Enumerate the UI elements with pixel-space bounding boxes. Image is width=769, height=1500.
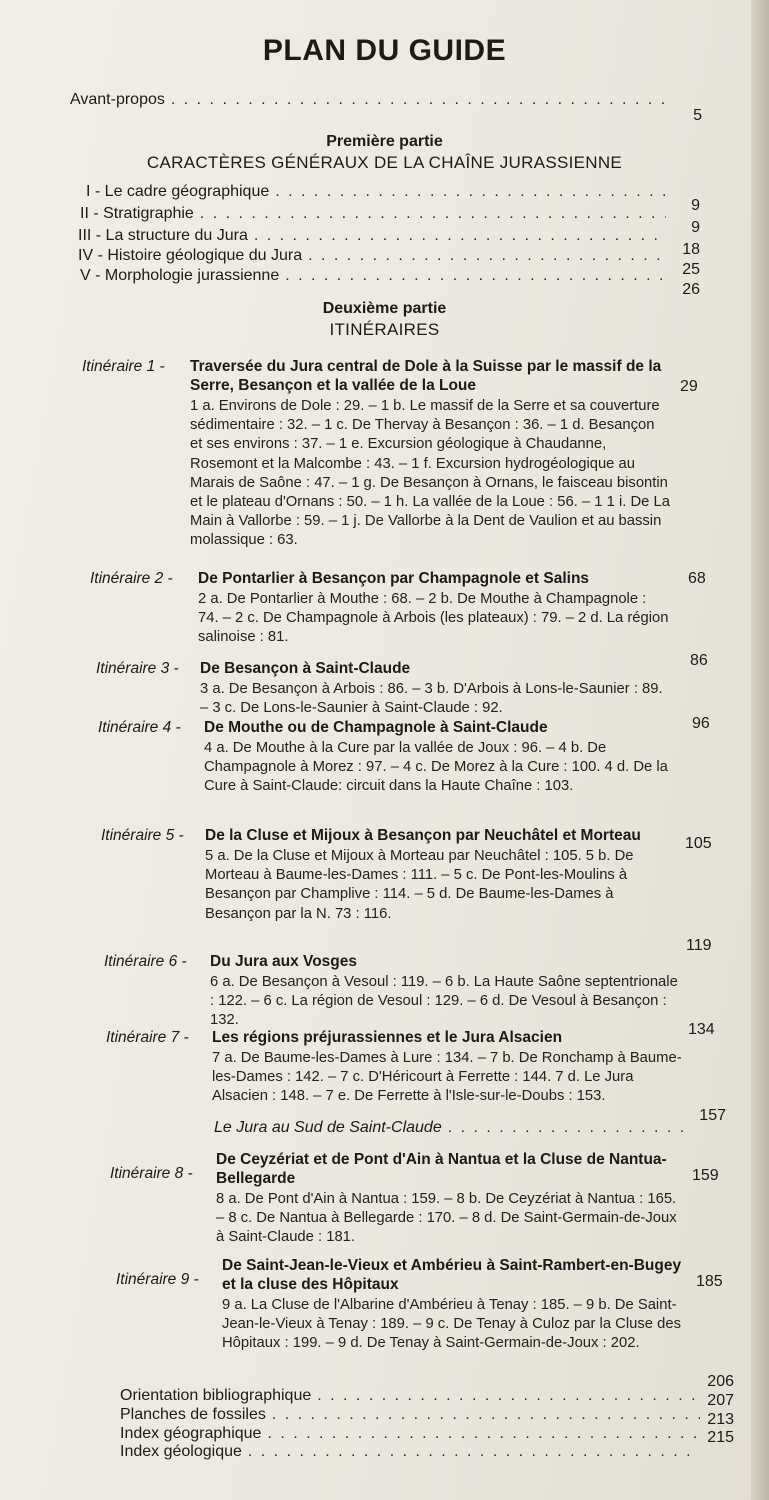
itinerary-7 <box>106 1021 715 1107</box>
toc-page-number: 26 <box>682 281 700 298</box>
part-title: CARACTÈRES GÉNÉRAUX DE LA CHAÎNE JURASSIENNE <box>146 153 623 172</box>
itinerary-2 <box>90 569 706 648</box>
part-heading-1 <box>0 133 769 173</box>
toc-entry-label: Le Jura au Sud de Saint-Claude <box>214 1119 442 1136</box>
itinerary-sections: 7 a. De Baume-les-Dames à Lure : 134. – 7 b. De Ronchamp à Baume-les-Dames : 142. – 7 c. D'Héricourt à Ferrette : 144. 7 d. Le Jura Alsacien : 148. – 7 e. De Ferrette à l'Isle-sur-le-Doubs : 153. <box>212 1050 682 1105</box>
itinerary-title: De la Cluse et Mijoux à Besançon par Neuchâtel et Morteau <box>205 827 641 844</box>
itinerary-title: De Pontarlier à Besançon par Champagnole et Salins <box>198 570 590 587</box>
toc-entry-label: I - Le cadre géographique <box>86 183 270 200</box>
toc-entry-avant-propos <box>70 90 702 124</box>
toc-entry-label: Index géographique <box>120 1425 262 1442</box>
itinerary-sections: 4 a. De Mouthe à la Cure par la vallée de Joux : 96. – 4 b. De Champagnole à Morez : 97. – 4 c. De Morez à la Cure : 100. 4 d. De la Cure à Saint-Claude: circuit dans la Haute Chaîne : 103. <box>204 740 668 795</box>
itinerary-page: 134 <box>688 1021 715 1038</box>
part-heading-2 <box>0 300 769 340</box>
itinerary-8 <box>110 1150 719 1248</box>
itinerary-page: 119 <box>686 937 712 954</box>
toc-entry-label: V - Morphologie jurassienne <box>80 267 280 284</box>
itinerary-page: 159 <box>692 1167 719 1184</box>
itinerary-sections: 9 a. La Cluse de l'Albarine d'Ambérieu à Tenay : 185. – 9 b. De Saint-Jean-le-Vieux à Tenay : 189. – 9 c. De Tenay à Culoz par la Cluse des Hôpitaux : 199. – 9 d. De Tenay à Saint-Germain-de-Joux : 202. <box>222 1297 681 1352</box>
itinerary-label: Itinéraire 8 - <box>110 1165 193 1182</box>
toc-leader <box>275 182 666 201</box>
itinerary-label: Itinéraire 9 - <box>116 1271 199 1288</box>
itinerary-5 <box>101 822 712 924</box>
toc-page-number: 215 <box>707 1429 734 1446</box>
itinerary-label: Itinéraire 4 - <box>98 719 181 736</box>
toc-entry-label: Planches de fossiles <box>120 1406 266 1423</box>
toc-leader <box>254 226 666 245</box>
toc-entry-label: IV - Histoire géologique du Jura <box>78 247 303 264</box>
toc-leader <box>285 266 666 285</box>
toc-entry-label: II - Stratigraphie <box>80 205 194 222</box>
toc-entry-chapter <box>80 266 700 298</box>
itinerary-title: De Besançon à Saint-Claude <box>200 660 411 677</box>
itinerary-title: De Saint-Jean-le-Vieux et Ambérieu à Saint-Rambert-en-Bugey et la cluse des Hôpitaux <box>222 1257 682 1293</box>
page-title: PLAN DU GUIDE <box>262 34 507 67</box>
itinerary-title: Traversée du Jura central de Dole à la Suisse par le massif de la Serre, Besançon et la vallée de la Loue <box>190 358 662 394</box>
itinerary-title: De Ceyzériat et de Pont d'Ain à Nantua et la Cluse de Nantua-Bellegarde <box>216 1151 667 1187</box>
part-label: Première partie <box>326 133 443 150</box>
toc-leader <box>248 1442 700 1461</box>
toc-page-number: 18 <box>682 241 700 258</box>
itinerary-label: Itinéraire 2 - <box>90 570 173 587</box>
itinerary-label: Itinéraire 1 - <box>82 358 165 375</box>
itinerary-sections: 5 a. De la Cluse et Mijoux à Morteau par Neuchâtel : 105. 5 b. De Morteau à Baume-les-Dames : 111. – 5 c. De Pont-les-Moulins à Besançon par Champlive : 114. – 5 d. De Baume-les-Dames à Besançon par la N. 73 : 116. <box>205 848 634 922</box>
itinerary-page: 185 <box>696 1273 723 1290</box>
toc-leader <box>272 1405 700 1424</box>
itinerary-page: 86 <box>690 652 708 669</box>
toc-leader <box>171 90 668 109</box>
toc-entry-annex <box>120 1373 734 1405</box>
itinerary-sections: 8 a. De Pont d'Ain à Nantua : 159. – 8 b. De Ceyzériat à Nantua : 165. – 8 c. De Nantua à Bellegarde : 170. – 8 d. De Saint-Germain-de-Joux à Saint-Claude : 181. <box>216 1191 677 1246</box>
part-label: Deuxième partie <box>322 300 447 317</box>
toc-entry-label: Orientation bibliographique <box>120 1387 312 1404</box>
itinerary-label: Itinéraire 5 - <box>101 827 184 844</box>
toc-page-number: 9 <box>691 197 700 214</box>
itinerary-sections: 1 a. Environs de Dole : 29. – 1 b. Le massif de la Serre et sa couverture sédimentaire : 32. – 1 c. De Thervay à Besançon : 36. – 1 d. Besançon et ses environs : 37. – 1 e. Excursion géologique à Chaudanne, Rosemont et la Malcombe : 43. – 1 f. Excursion hydrogéologique au Marais de Saône : 47. – 1 g. De Besançon à Ornans, le faisceau bisontin et le plateau d'Ornans : 50. – 1 h. La vallée de la Loue : 56. – 1 1 i. De La Main à Vallorbe : 59. – 1 j. De Vallorbe à la Dent de Vaulion et au bassin molassique : 63. <box>190 398 670 549</box>
toc-page-number: 207 <box>707 1392 734 1409</box>
toc-page-number: 213 <box>707 1411 734 1428</box>
itinerary-label: Itinéraire 6 - <box>104 953 187 970</box>
toc-leader <box>448 1118 692 1137</box>
itinerary-4 <box>98 715 710 797</box>
toc-page-number: 9 <box>691 219 700 236</box>
itinerary-sections: 2 a. De Pontarlier à Mouthe : 68. – 2 b. De Mouthe à Champagnole : 74. – 2 c. De Champagnole à Arbois (les plateaux) : 79. – 2 d. La région salinoise : 81. <box>198 591 669 646</box>
toc-page-number: 25 <box>682 261 700 278</box>
toc-leader <box>308 246 666 265</box>
itinerary-sections: 6 a. De Besançon à Vesoul : 119. – 6 b. La Haute Saône septentrionale : 122. – 6 c. La région de Vesoul : 129. – 6 d. De Vesoul à Besançon : 132. <box>210 974 678 1029</box>
toc-page-number: 157 <box>699 1107 726 1124</box>
part-title: ITINÉRAIRES <box>329 320 440 339</box>
itinerary-page: 105 <box>685 835 712 852</box>
toc-leader <box>317 1386 700 1405</box>
toc-entry-label: Index géologique <box>120 1443 242 1460</box>
itinerary-page: 29 <box>680 378 698 395</box>
itinerary-title: Du Jura aux Vosges <box>210 953 358 970</box>
itinerary-page: 96 <box>692 715 710 732</box>
toc-page-number: 5 <box>693 107 702 124</box>
toc-entry-label: Avant-propos <box>70 91 165 108</box>
itinerary-title: Les régions préjurassiennes et le Jura Alsacien <box>212 1029 563 1046</box>
itinerary-9 <box>116 1256 723 1354</box>
toc-leader <box>200 204 666 223</box>
page-edge <box>751 0 769 1500</box>
itinerary-label: Itinéraire 3 - <box>96 660 179 677</box>
itinerary-3 <box>96 652 708 718</box>
itinerary-page: 68 <box>688 570 706 587</box>
itinerary-sections: 3 a. De Besançon à Arbois : 86. – 3 b. D'Arbois à Lons-le-Saunier : 89. – 3 c. De Lons-le-Saunier à Saint-Claude : 92. <box>200 681 663 717</box>
itinerary-1 <box>82 357 698 551</box>
itinerary-label: Itinéraire 7 - <box>106 1029 189 1046</box>
toc-entry-sud <box>214 1107 726 1137</box>
itinerary-title: De Mouthe ou de Champagnole à Saint-Claude <box>204 719 548 736</box>
toc-page-number: 206 <box>707 1373 734 1390</box>
toc-entry-label: III - La structure du Jura <box>78 227 248 244</box>
toc-leader <box>267 1424 700 1443</box>
